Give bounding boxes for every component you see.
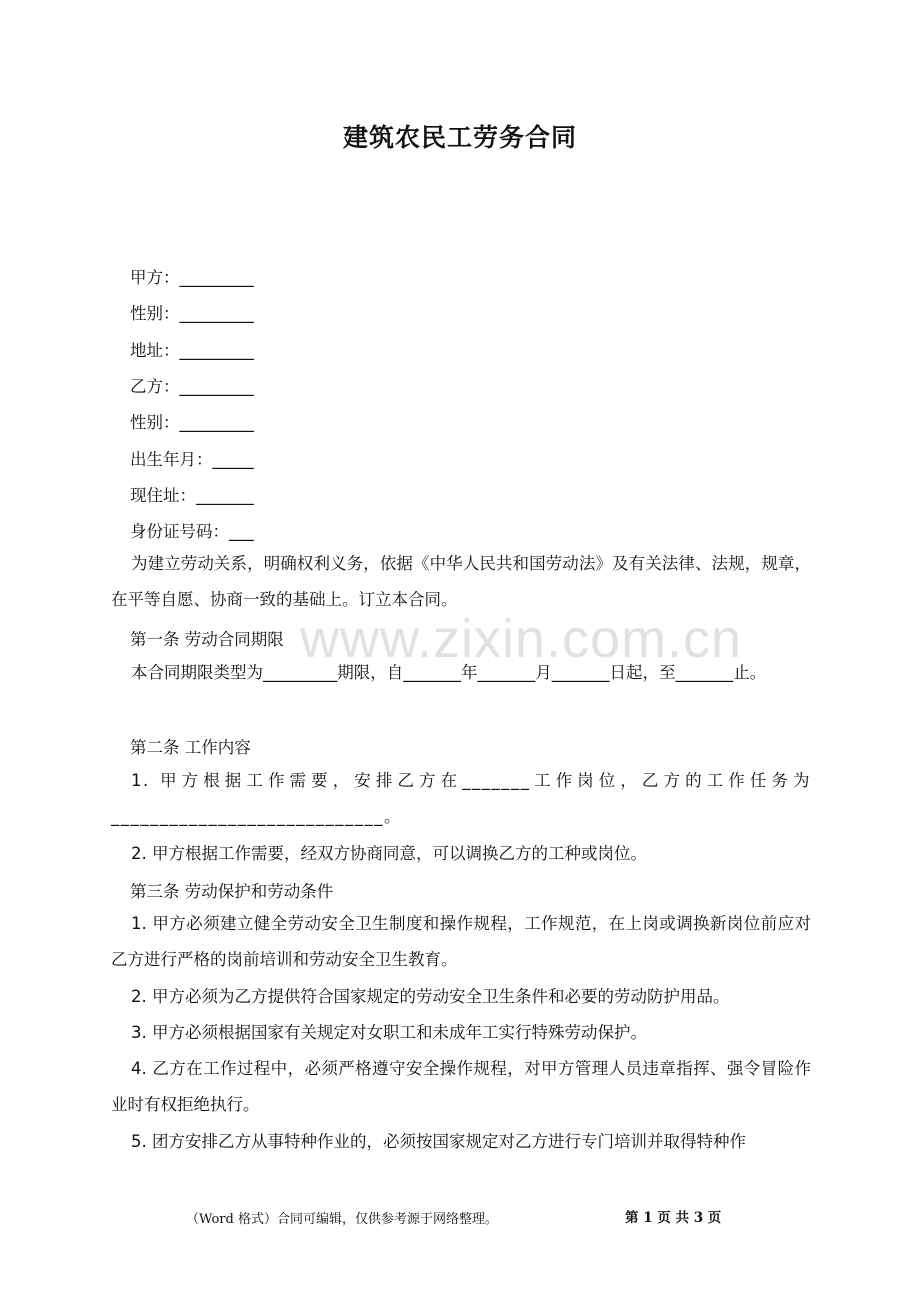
article-3-heading: 第三条 劳动保护和劳动条件: [130, 882, 334, 901]
field-birth: [130, 446, 254, 470]
article-2-item-2: 2. 甲方根据工作需要，经双方协商同意，可以调换乙方的工种或岗位。: [131, 844, 647, 863]
document-title: 建筑农民工劳务合同: [342, 123, 577, 152]
field-label: 身份证号码：: [130, 522, 229, 541]
article-3-item-4: 4. 乙方在工作过程中，必须严格遵守安全操作规程，对甲方管理人员违章指挥、强令冒险作业时有权拒绝执行。: [111, 1059, 811, 1114]
intro-paragraph: 为建立劳动关系，明确权利义务，依据《中华人民共和国劳动法》及有关法律、法规，规章，在平等自愿、协商一致的基础上。订立本合同。: [111, 554, 811, 609]
field-label: 出生年月：: [130, 450, 213, 469]
field-label: 现住址：: [130, 486, 196, 505]
field-label: 乙方：: [130, 377, 180, 396]
field-blank: _________: [179, 413, 254, 432]
footer-note: （Word 格式）合同可编辑，仅供参考源于网络整理。: [186, 1212, 498, 1227]
field-address: [130, 337, 254, 361]
field-label: 性别：: [130, 304, 180, 323]
field-label: 性别：: [130, 413, 180, 432]
article-3-item-3: 3. 甲方必须根据国家有关规定对女职工和未成年工实行特殊劳动保护。: [131, 1023, 647, 1042]
field-blank: _________: [179, 304, 254, 323]
article-3-item-1: 1. 甲方必须建立健全劳动安全卫生制度和操作规程，工作规范，在上岗或调换新岗位前应对乙方进行严格的岗前培训和劳动安全卫生教育。: [111, 914, 811, 969]
field-blank: ___: [229, 522, 254, 541]
field-party-b: [130, 373, 254, 397]
article-2-heading: 第二条 工作内容: [130, 738, 251, 757]
page-number: 第 1 页 共 3 页: [625, 1210, 722, 1226]
article-3-item-2: 2. 甲方必须为乙方提供符合国家规定的劳动安全卫生条件和必要的劳动防护用品。: [131, 987, 730, 1006]
watermark: www.zixin.com.cn: [300, 609, 743, 669]
field-residence: [130, 482, 254, 506]
field-gender-a: [130, 300, 254, 324]
field-blank: _________: [179, 268, 254, 287]
article-3-item-5: 5. 团方安排乙方从事特种作业的，必须按国家规定对乙方进行专门培训并取得特种作: [131, 1132, 746, 1151]
field-blank: _______: [196, 486, 254, 505]
field-blank: _________: [179, 341, 254, 360]
field-blank: _____: [212, 450, 254, 469]
article-1-heading: 第一条 劳动合同期限: [130, 630, 284, 649]
article-1-text: 本合同期限类型为_________期限，自_______年_______月_______日起，至_______止。: [131, 663, 767, 682]
field-label: 地址：: [130, 341, 180, 360]
field-gender-b: [130, 409, 254, 433]
field-label: 甲方：: [130, 268, 180, 287]
field-id-number: [130, 518, 254, 542]
field-party-a: [130, 264, 254, 288]
article-2-item-1: 1. 甲方根据工作需要，安排乙方在_______工作岗位，乙方的工作任务为____________________________。: [111, 771, 811, 826]
field-blank: _________: [179, 377, 254, 396]
